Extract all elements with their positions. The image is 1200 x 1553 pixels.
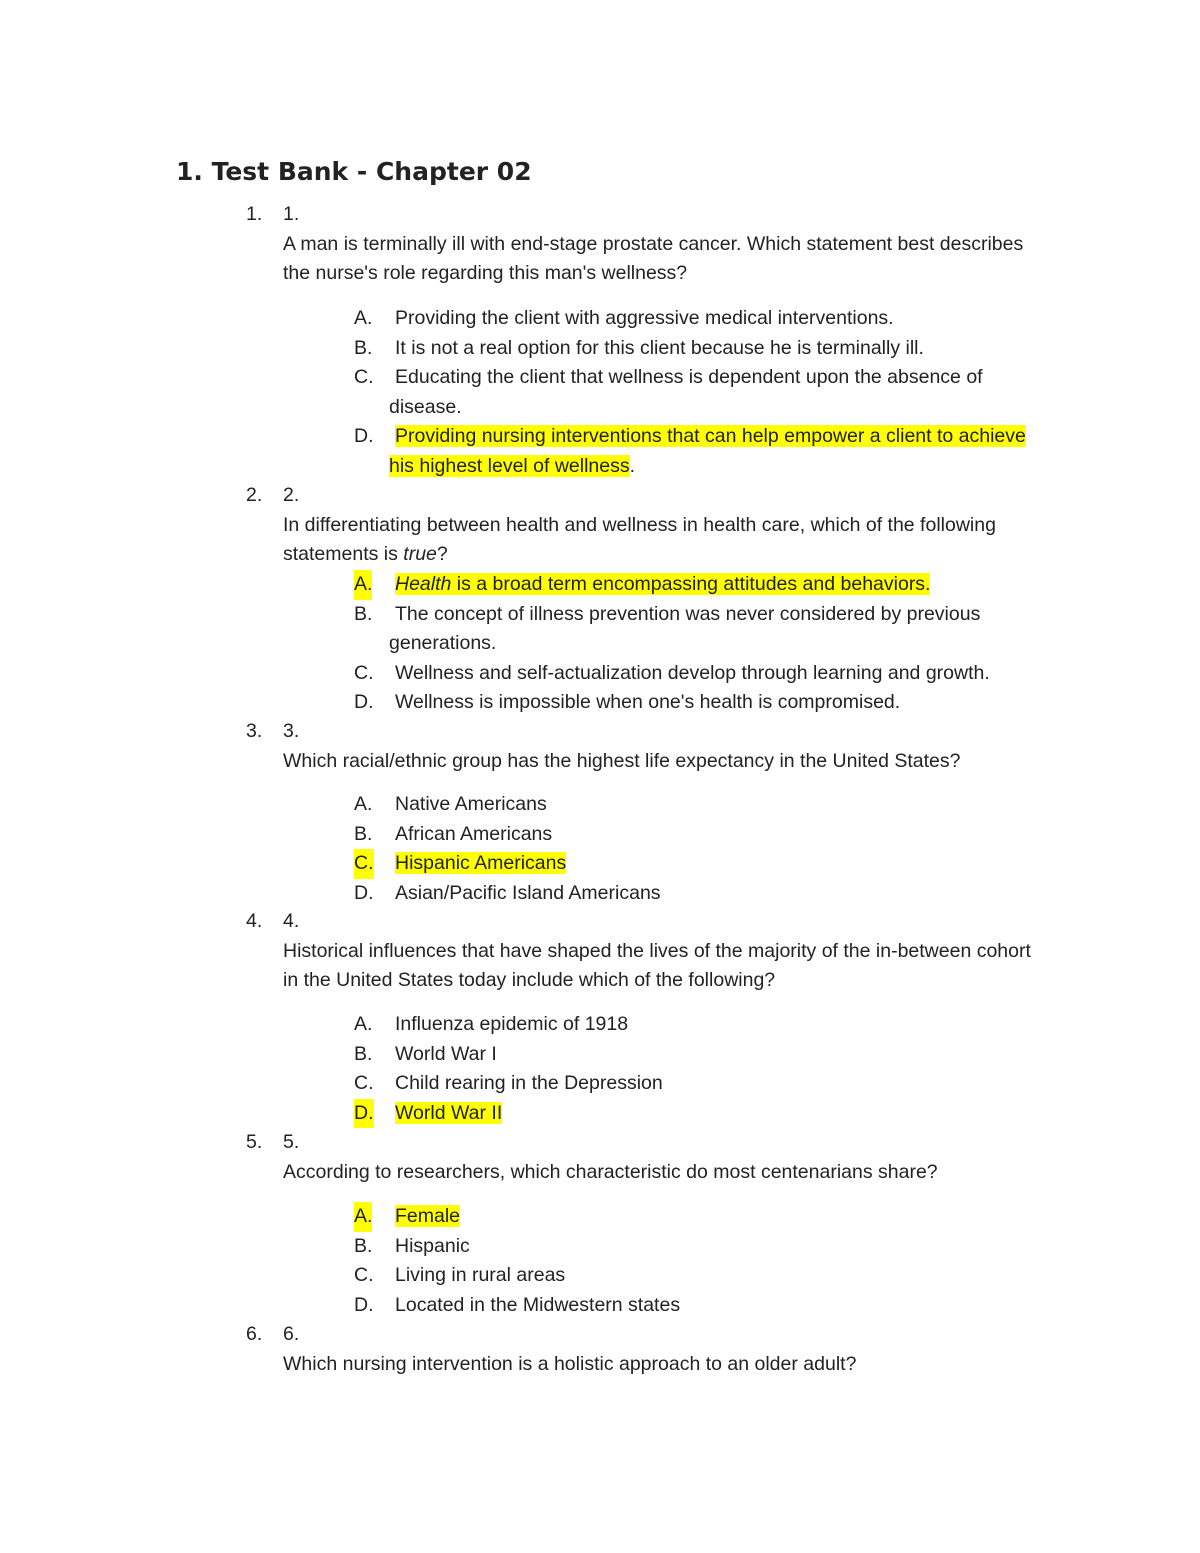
option-text: Providing the client with aggressive medical interventions. [395, 307, 894, 329]
stem-text-end: ? [436, 543, 448, 565]
question-body [283, 717, 1043, 776]
option-text: Wellness is impossible when one's health is compromised. [395, 691, 901, 713]
option-text-container [389, 1099, 1029, 1129]
question-number: 1. [246, 203, 263, 225]
question-index: 4. [283, 910, 300, 932]
correct-answer-highlight: World War II [395, 1101, 503, 1124]
question-body [283, 481, 1043, 570]
question-number: 5. [246, 1131, 263, 1153]
stem-emphasis: true [403, 543, 437, 565]
option-letter: B. [354, 602, 373, 625]
option-text-container [389, 422, 1029, 481]
option-letter: A. [354, 793, 373, 815]
question-number: 2. [246, 484, 263, 506]
option-text-container [389, 570, 1029, 600]
question-stem: According to researchers, which characteristic do most centenarians share? [283, 1160, 938, 1183]
correct-answer-highlight: Hispanic Americans [395, 852, 567, 874]
question-index: 5. [283, 1131, 300, 1153]
option-letter: D. [354, 691, 374, 713]
option-text: is a broad term encompassing attitudes and behaviors. [451, 573, 931, 595]
option-text-tail: . [629, 454, 636, 477]
option-text: Influenza epidemic of 1918 [395, 1013, 629, 1035]
question-stem: Historical influences that have shaped the lives of the majority of the in-between cohort in the United States today include which of the following? [283, 939, 1031, 991]
option-letter: B. [354, 1042, 373, 1065]
question-index: 6. [283, 1323, 300, 1345]
stem-text: In differentiating between health and wellness in health care, which of the following statements is [283, 513, 996, 565]
option-letter: D. [354, 881, 374, 904]
question-index: 1. [283, 203, 300, 225]
option-emphasis: Health [395, 573, 452, 595]
option-letter: B. [354, 1234, 373, 1257]
option-letter: A. [354, 570, 372, 600]
option-letter: D. [354, 425, 374, 447]
question-stem: A man is terminally ill with end-stage prostate cancer. Which statement best describes the nurse's role regarding this man's wellness? [283, 232, 1024, 284]
question-number: 4. [246, 910, 263, 932]
option-text: Located in the Midwestern states [395, 1293, 681, 1316]
option-letter: A. [354, 1202, 372, 1232]
option-letter: A. [354, 307, 373, 329]
question-body [283, 1320, 1043, 1379]
question-number: 3. [246, 720, 263, 742]
question-body [283, 200, 1043, 289]
option-letter: B. [354, 336, 373, 359]
option-letter: C. [354, 1072, 374, 1094]
option-letter: D. [354, 1293, 374, 1316]
option-text: Hispanic [395, 1234, 470, 1257]
option-text: Native Americans [395, 793, 547, 815]
option-text: African Americans [395, 822, 553, 845]
question-index: 2. [283, 484, 300, 506]
option-letter: C. [354, 1264, 374, 1286]
option-text: Wellness and self-actualization develop through learning and growth. [395, 661, 990, 684]
option-text: World War I [395, 1042, 497, 1065]
option-text: Educating the client that wellness is dependent upon the absence of disease. [389, 366, 983, 418]
question-stem: Which racial/ethnic group has the highest life expectancy in the United States? [283, 749, 961, 772]
question-stem: Which nursing intervention is a holistic approach to an older adult? [283, 1352, 857, 1375]
option-text: Child rearing in the Depression [395, 1072, 663, 1094]
option-text-container [389, 1202, 1029, 1232]
option-text: It is not a real option for this client because he is terminally ill. [395, 336, 924, 359]
question-body [283, 907, 1043, 996]
option-text-container [389, 849, 1029, 879]
option-letter: D. [354, 1099, 374, 1129]
correct-answer-highlight: Female [395, 1205, 461, 1227]
correct-answer-highlight [395, 573, 930, 595]
page-title: 1. Test Bank - Chapter 02 [176, 157, 532, 186]
question-stem [283, 511, 1043, 570]
question-body [283, 1128, 1043, 1187]
option-letter: A. [354, 1013, 373, 1035]
option-letter: C. [354, 366, 374, 388]
option-text: Asian/Pacific Island Americans [395, 881, 661, 904]
option-letter: C. [354, 849, 374, 879]
option-text: Living in rural areas [395, 1264, 566, 1286]
option-letter: B. [354, 822, 373, 845]
option-text: The concept of illness prevention was never considered by previous generations. [389, 602, 981, 654]
question-index: 3. [283, 720, 300, 742]
correct-answer-highlight: Providing nursing interventions that can help empower a client to achieve his highest level of wellness [389, 425, 1026, 477]
option-letter: C. [354, 661, 374, 684]
question-number: 6. [246, 1323, 263, 1345]
